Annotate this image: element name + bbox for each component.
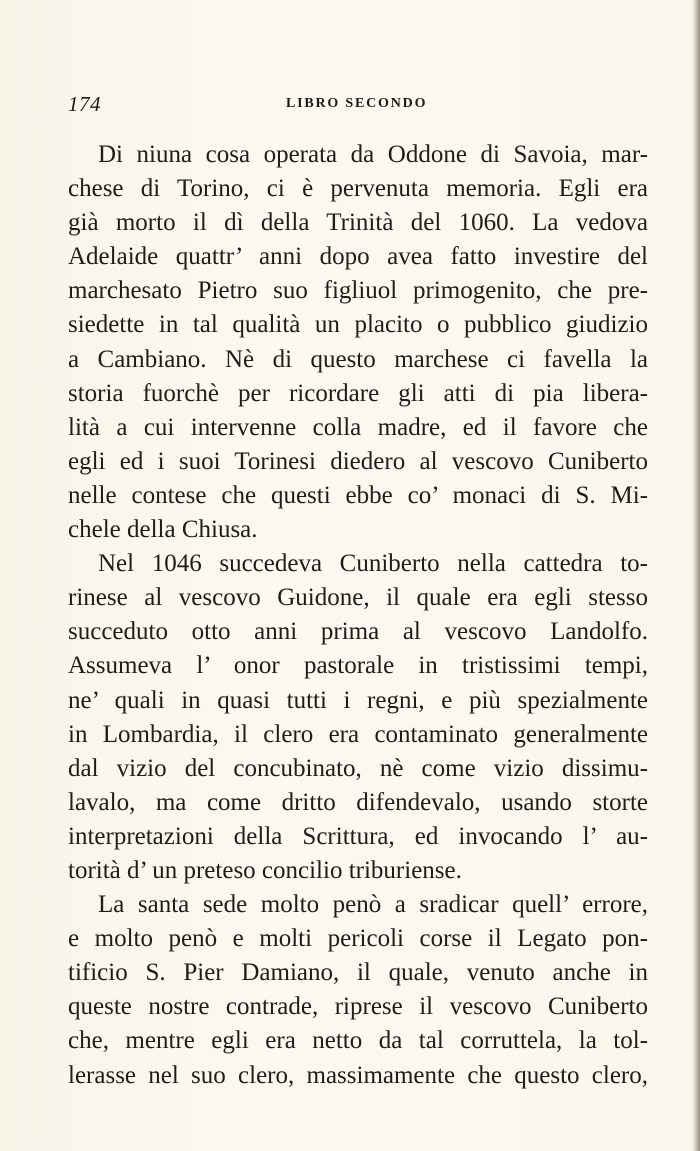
text-line: in Lombardia, il clero era contaminato generalmente [68,720,648,748]
text-line: storia fuorchè per ricordare gli atti di pia libera- [68,379,648,407]
text-line: ne’ quali in quasi tutti i regni, e più spezialmente [68,686,648,714]
text-line: lerasse nel suo clero, massimamente che questo clero, [68,1061,648,1089]
text-line: lavalo, ma come dritto difendevalo, usando storte [68,788,648,816]
text-line: Nel 1046 succedeva Cuniberto nella cattedra to- [98,550,648,578]
text-line: La santa sede molto penò a sradicar quell’ errore, [98,891,648,919]
text-line: rinese al vescovo Guidone, il quale era egli stesso [68,584,648,612]
text-line: Assumeva l’ onor pastorale in tristissimi tempi, [68,652,648,680]
text-line: marchesato Pietro suo figliuol primogenito, che pre- [68,277,648,305]
text-line: lità a cui intervenne colla madre, ed il favore che [68,413,648,441]
text-line: Di niuna cosa operata da Oddone di Savoia, mar- [98,141,648,168]
page-edge-shadow [692,0,700,1151]
running-title: LIBRO SECONDO [286,96,428,111]
text-line: queste nostre contrade, riprese il vescovo Cuniberto [68,993,648,1021]
page-header [68,92,648,116]
text-line: e molto penò e molti pericoli corse il Legato pon- [68,925,648,953]
text-line: succeduto otto anni prima al vescovo Landolfo. [68,618,648,646]
text-line: già morto il dì della Trinità del 1060. La vedova [68,209,648,237]
text-line: siedette in tal qualità un placito o pubblico giudizio [68,311,648,339]
text-line: nelle contese che questi ebbe co’ monaci di S. Mi- [68,481,648,509]
text-line: dal vizio del concubinato, nè come vizio dissimu- [68,754,648,782]
body-text [68,138,648,1093]
text-line: tificio S. Pier Damiano, il quale, venuto anche in [68,959,648,987]
text-line: egli ed i suoi Torinesi diedero al vescovo Cuniberto [68,447,648,475]
text-line: chele della Chiusa. [68,516,258,544]
text-line: interpretazioni della Scrittura, ed invocando l’ au- [68,822,648,850]
text-line: a Cambiano. Nè di questo marchese ci favella la [68,345,648,373]
text-line: che, mentre egli era netto da tal corruttela, la tol- [68,1027,648,1055]
page-number: 174 [68,92,101,116]
text-line: torità d’ un preteso concilio triburiense. [68,856,462,884]
text-line: chese di Torino, ci è pervenuta memoria. Egli era [68,175,648,203]
text-line: Adelaide quattr’ anni dopo avea fatto investire del [68,243,648,271]
